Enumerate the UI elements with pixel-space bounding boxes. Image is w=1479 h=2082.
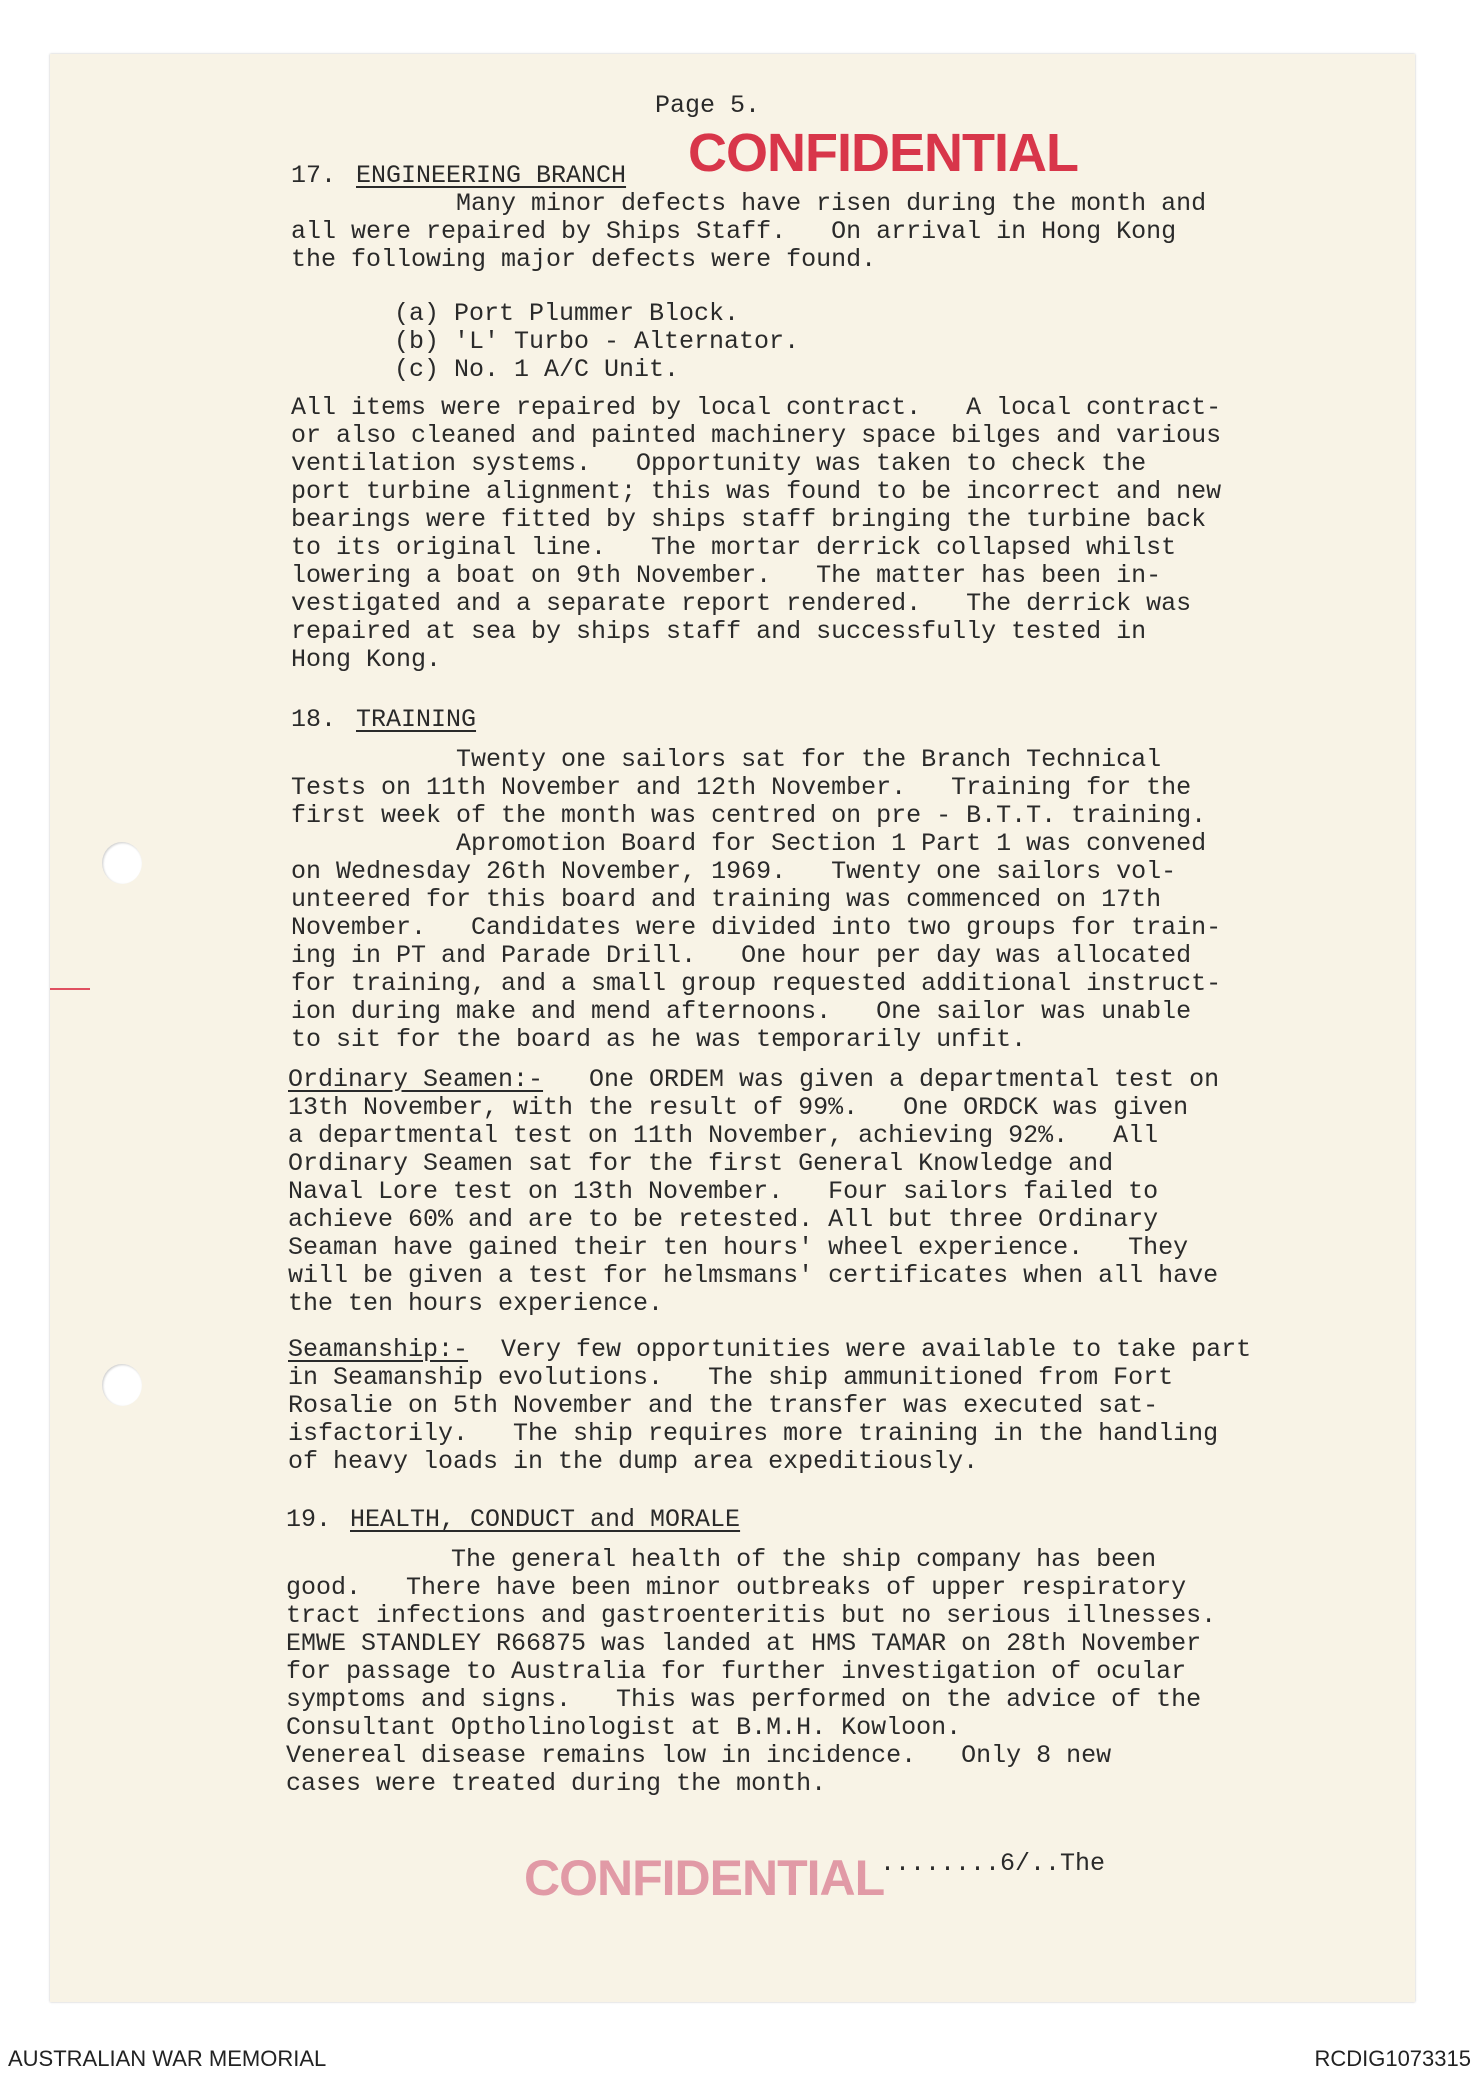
text-line: isfactorily. The ship requires more training in the handling — [288, 1419, 1219, 1448]
text-line: Consultant Optholinologist at B.M.H. Kowloon. — [286, 1713, 962, 1742]
text-line: the following major defects were found. — [291, 245, 877, 274]
text-line: Rosalie on 5th November and the transfer was executed sat- — [288, 1391, 1159, 1420]
text-line: or also cleaned and painted machinery space bilges and various — [291, 421, 1222, 450]
text-line: will be given a test for helmsmans' certificates when all have — [288, 1261, 1219, 1290]
text-line: for training, and a small group requested additional instruct- — [291, 969, 1222, 998]
typed-text — [50, 54, 1415, 2002]
text-line: Seaman have gained their ten hours' wheel experience. They — [288, 1233, 1189, 1262]
text-line: good. There have been minor outbreaks of upper respiratory — [286, 1573, 1187, 1602]
section-17-heading: ENGINEERING BRANCH — [356, 161, 627, 190]
text-line: The general health of the ship company has been — [286, 1545, 1157, 1574]
text-line: port turbine alignment; this was found to be incorrect and new — [291, 477, 1222, 506]
text-line: ing in PT and Parade Drill. One hour per day was allocated — [291, 941, 1192, 970]
section-18-number: 18. — [291, 705, 337, 734]
footer-institution: AUSTRALIAN WAR MEMORIAL — [8, 2046, 327, 2071]
text-line: Many minor defects have risen during the month and — [291, 189, 1207, 218]
text-line: in Seamanship evolutions. The ship ammunitioned from Fort — [288, 1363, 1174, 1392]
text-line: Venereal disease remains low in incidence. Only 8 new — [286, 1741, 1112, 1770]
text-line: Twenty one sailors sat for the Branch Technical — [291, 745, 1162, 774]
section-19-number: 19. — [286, 1505, 332, 1534]
ordinary-seamen-heading: Ordinary Seamen:- — [288, 1065, 544, 1094]
text-line: Apromotion Board for Section 1 Part 1 was convened — [291, 829, 1207, 858]
document-page — [50, 54, 1415, 2002]
text-line: EMWE STANDLEY R66875 was landed at HMS TAMAR on 28th November — [286, 1629, 1202, 1658]
text-line: (c) No. 1 A/C Unit. — [394, 355, 680, 384]
page-number: Page 5. — [655, 91, 761, 120]
section-19-heading: HEALTH, CONDUCT and MORALE — [350, 1505, 741, 1534]
text-line: unteered for this board and training was commenced on 17th — [291, 885, 1162, 914]
text-line: bearings were fitted by ships staff bringing the turbine back — [291, 505, 1207, 534]
section-18-heading: TRAINING — [356, 705, 477, 734]
continuation-text: ........6/..The — [880, 1849, 1106, 1878]
confidential-stamp-top: CONFIDENTIAL — [688, 123, 1078, 183]
text-line: cases were treated during the month. — [286, 1769, 827, 1798]
text-line: on Wednesday 26th November, 1969. Twenty one sailors vol- — [291, 857, 1177, 886]
text-line: symptoms and signs. This was performed on the advice of the — [286, 1685, 1202, 1714]
text-line: ion during make and mend afternoons. One sailor was unable — [291, 997, 1192, 1026]
ordinary-seamen-first-line: One ORDEM was given a departmental test on — [574, 1065, 1220, 1094]
text-line: to sit for the board as he was temporarily unfit. — [291, 1025, 1027, 1054]
text-line: 13th November, with the result of 99%. One ORDCK was given — [288, 1093, 1189, 1122]
text-line: for passage to Australia for further investigation of ocular — [286, 1657, 1187, 1686]
text-line: all were repaired by Ships Staff. On arrival in Hong Kong — [291, 217, 1177, 246]
text-line: the ten hours experience. — [288, 1289, 664, 1318]
text-line: a departmental test on 11th November, achieving 92%. All — [288, 1121, 1159, 1150]
seamanship-first-line: Very few opportunities were available to take part — [486, 1335, 1252, 1364]
section-17-number: 17. — [291, 161, 337, 190]
text-line: (b) 'L' Turbo - Alternator. — [394, 327, 800, 356]
text-line: repaired at sea by ships staff and successfully tested in — [291, 617, 1147, 646]
text-line: ventilation systems. Opportunity was taken to check the — [291, 449, 1147, 478]
text-line: Ordinary Seamen sat for the first General Knowledge and — [288, 1149, 1114, 1178]
text-line: lowering a boat on 9th November. The matter has been in- — [291, 561, 1162, 590]
footer-record-id: RCDIG1073315 — [1314, 2046, 1471, 2071]
text-line: tract infections and gastroenteritis but no serious illnesses. — [286, 1601, 1217, 1630]
text-line: (a) Port Plummer Block. — [394, 299, 740, 328]
text-line: Hong Kong. — [291, 645, 442, 674]
text-line: achieve 60% and are to be retested. All but three Ordinary — [288, 1205, 1159, 1234]
confidential-stamp-bottom: CONFIDENTIAL — [524, 1850, 885, 1906]
seamanship-heading: Seamanship:- — [288, 1335, 469, 1364]
text-line: first week of the month was centred on pre - B.T.T. training. — [291, 801, 1207, 830]
text-line: of heavy loads in the dump area expeditiously. — [288, 1447, 979, 1476]
text-line: Tests on 11th November and 12th November. Training for the — [291, 773, 1192, 802]
text-line: Naval Lore test on 13th November. Four sailors failed to — [288, 1177, 1159, 1206]
text-line: vestigated and a separate report rendered. The derrick was — [291, 589, 1192, 618]
text-line: November. Candidates were divided into two groups for train- — [291, 913, 1222, 942]
text-line: to its original line. The mortar derrick collapsed whilst — [291, 533, 1177, 562]
text-line: All items were repaired by local contract. A local contract- — [291, 393, 1222, 422]
